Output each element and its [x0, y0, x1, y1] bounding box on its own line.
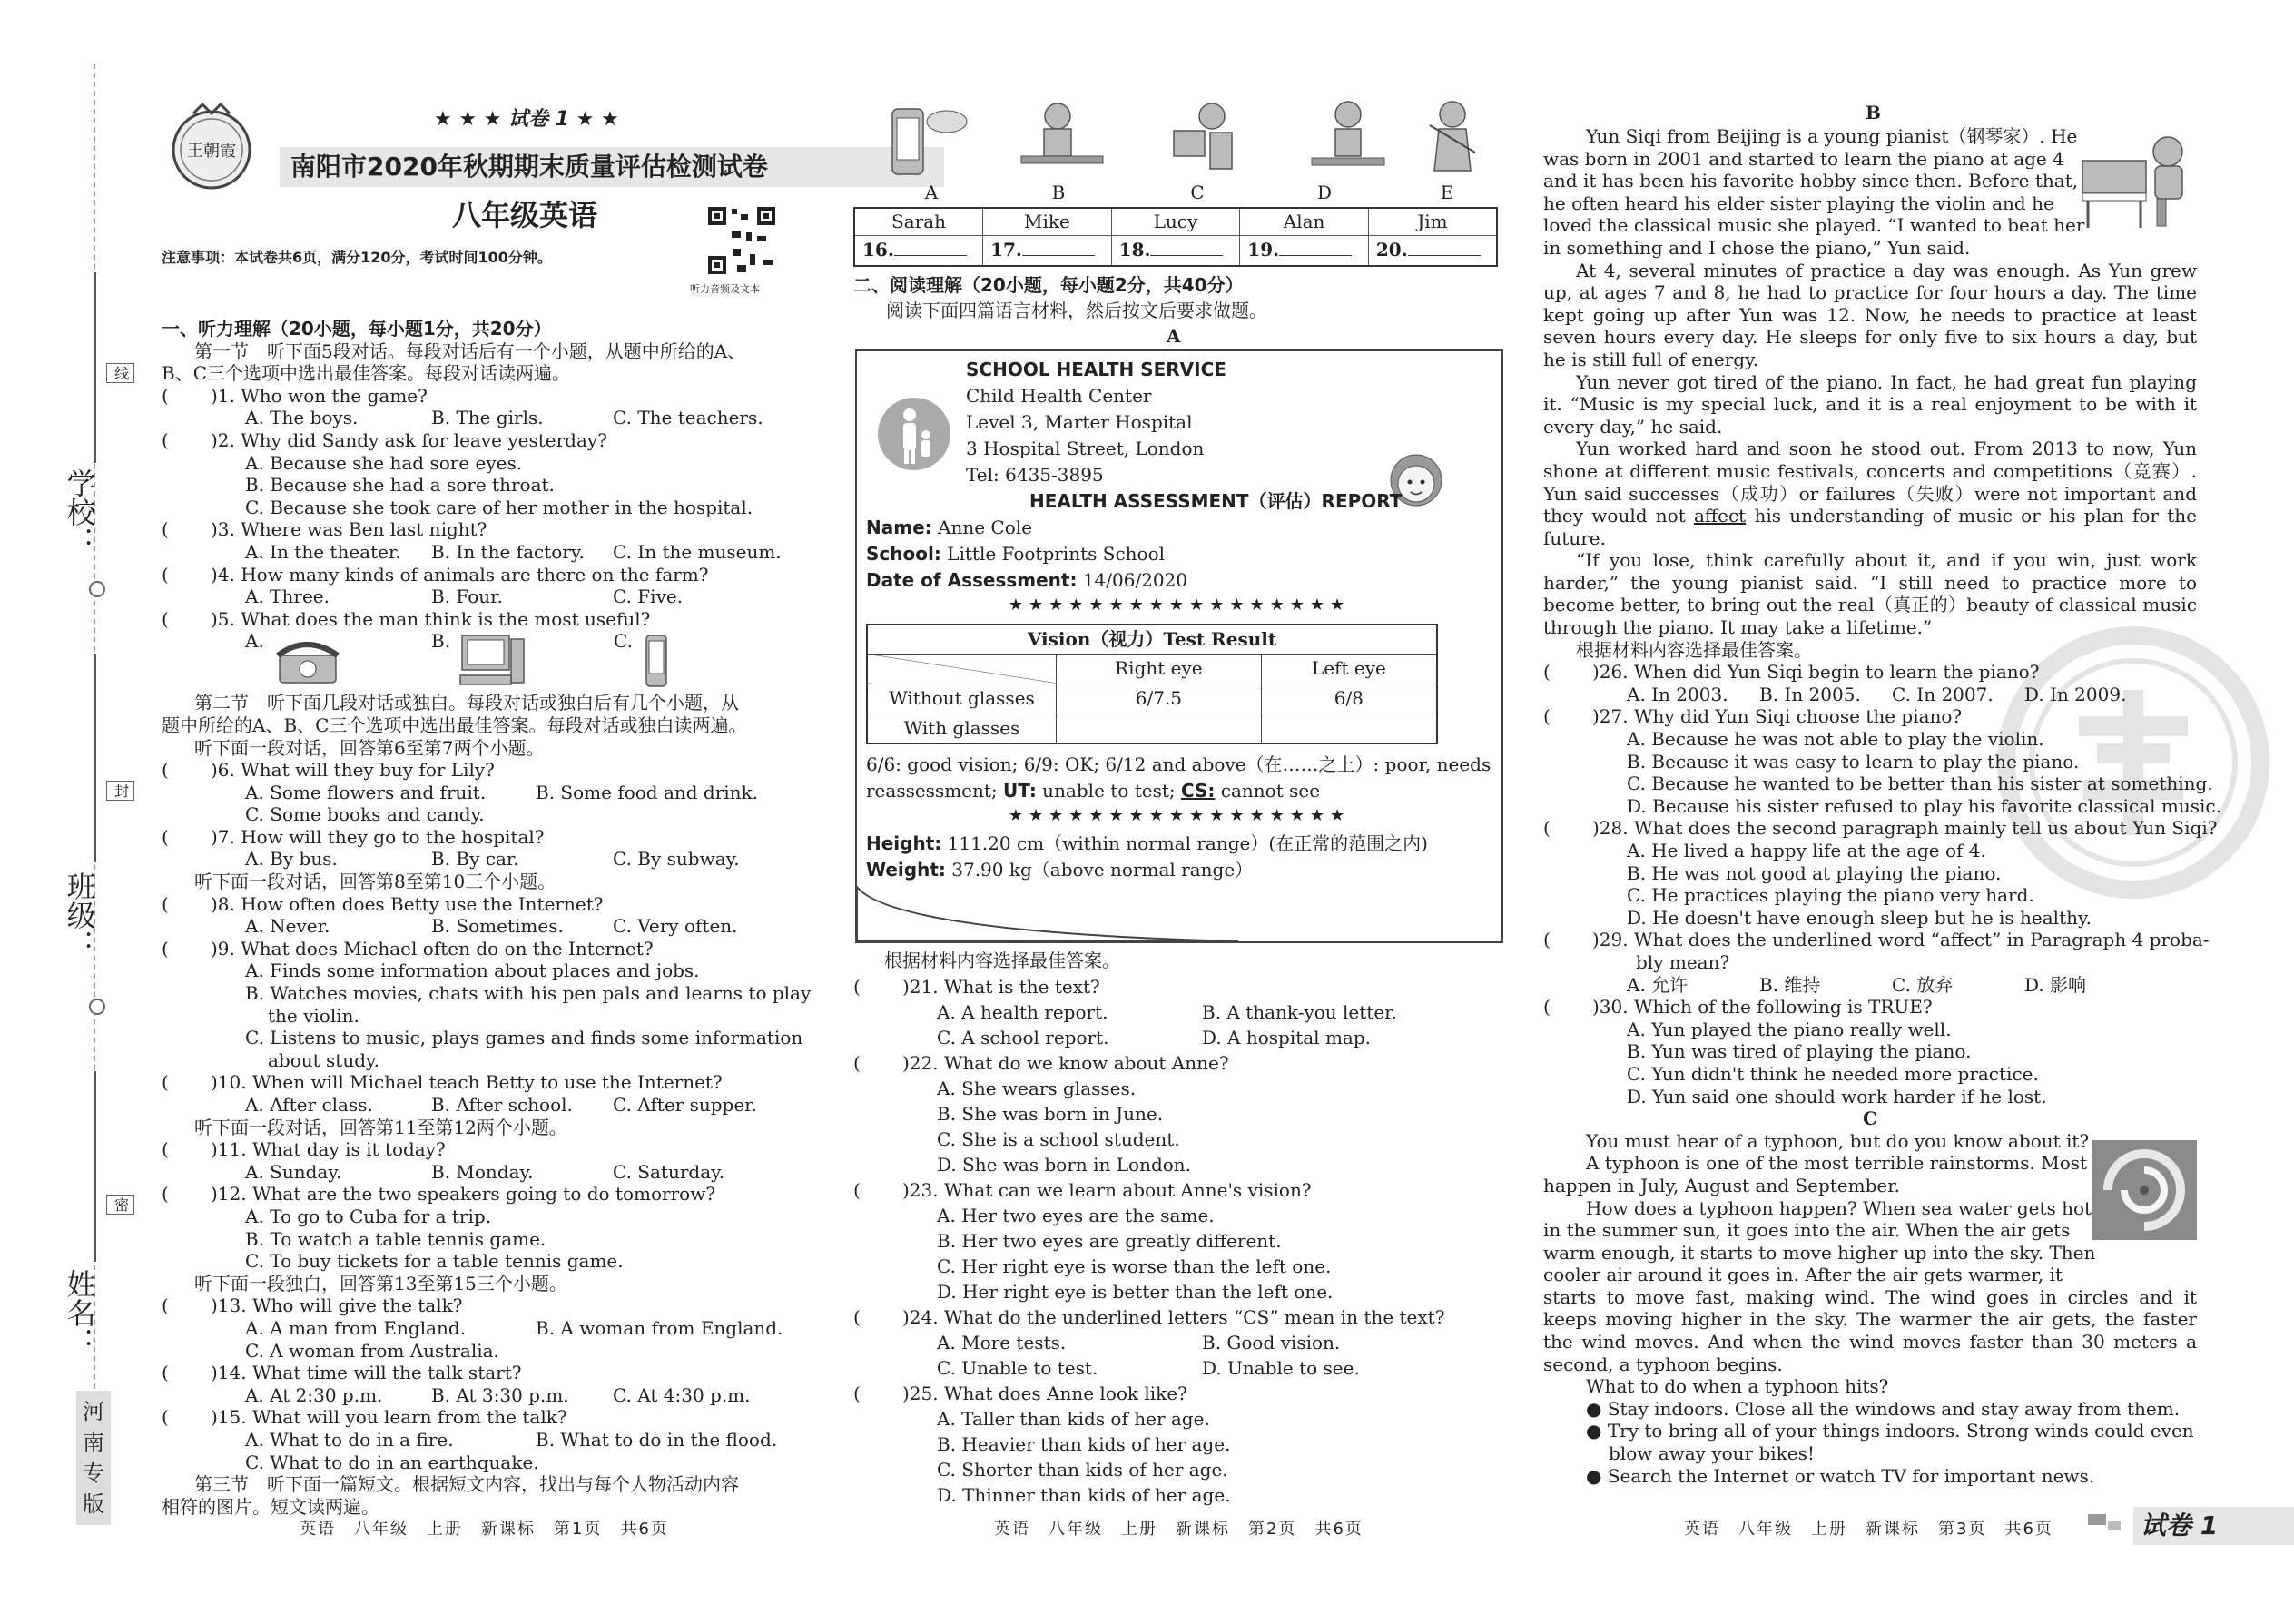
- options-8[interactable]: A. Never. B. Sometimes. C. Very often.: [245, 915, 738, 938]
- question-1: ( )1. Who won the game?: [162, 384, 428, 407]
- passage-c-line: happen in July, August and September.: [1543, 1174, 1900, 1196]
- vision-left-header: Left eye: [1261, 654, 1437, 684]
- question-13: ( )13. Who will give the talk?: [162, 1294, 463, 1317]
- question-14: ( )14. What time will the talk start?: [162, 1362, 522, 1384]
- match-blank[interactable]: 17.: [983, 235, 1112, 266]
- activity-pictures: [885, 98, 1475, 184]
- margin-mark-seal: 封: [106, 781, 134, 801]
- listen-6-7: 听下面一段对话，回答第6至第7两个小题。: [194, 736, 545, 759]
- part1-title: 一、听力理解（20小题，每小题1分，共20分）: [162, 318, 552, 340]
- star-divider: ★★★★★★★★★★★★★★★★★: [1008, 806, 1351, 825]
- vision-row-label: With glasses: [867, 714, 1057, 743]
- health-report: [855, 349, 1503, 943]
- question-29-cont: bly mean?: [1636, 950, 1730, 973]
- question-15: ( )15. What will you learn from the talk?: [162, 1406, 567, 1429]
- question-4: ( )4. How many kinds of animals are there on the farm?: [162, 563, 709, 586]
- passage-c-line: cooler air around it goes in. After the air gets warmer, it: [1543, 1264, 2063, 1286]
- reading-a-instruction: 根据材料内容选择最佳答案。: [884, 950, 1120, 971]
- question-23: ( )23. What can we learn about Anne's vision?: [853, 1179, 1312, 1201]
- listen-8-10: 听下面一段对话，回答第8至第10三个小题。: [194, 871, 556, 893]
- vision-right-value: [1057, 714, 1262, 743]
- question-24: ( )24. What do the underlined letters “CS” mean in the text?: [853, 1306, 1445, 1328]
- passage-c-rest: starts to move fast, making wind. The wind goes in circles and it keeps moving higher in the sky. The warmer the air gets, the faster the wind moves. And when the wind moves faster than 30 meters a second, a typhoon begins.: [1543, 1285, 2197, 1375]
- options-26[interactable]: A. In 2003. B. In 2005. C. In 2007. D. In 2009.: [1627, 683, 2127, 705]
- vision-left-value: [1261, 714, 1437, 743]
- match-name: Jim: [1368, 208, 1497, 235]
- vision-note-2: reassessment; UT: unable to test; CS: cannot see: [866, 780, 1321, 802]
- match-blank[interactable]: 20.: [1368, 235, 1497, 266]
- footer-decor: [2108, 1521, 2121, 1530]
- question-11: ( )11. What day is it today?: [162, 1138, 446, 1161]
- cellphone-icon: [639, 632, 675, 690]
- qr-code-icon: [706, 205, 777, 276]
- exam-title: 南阳市2020年秋期期末质量评估检测试卷: [280, 147, 944, 187]
- option-12a[interactable]: A. To go to Cuba for a trip.: [245, 1205, 492, 1227]
- question-12: ( )12. What are the two speakers going to do tomorrow?: [162, 1183, 716, 1206]
- report-addr2: Level 3, Marter Hospital: [966, 411, 1193, 433]
- passage-b-line: and it has been his favorite hobby since then. Before that,: [1543, 170, 2079, 192]
- question-29: ( )29. What does the underlined word “affect” in Paragraph 4 proba-: [1543, 929, 2210, 951]
- option-23a[interactable]: A. Her two eyes are the same.: [937, 1205, 1215, 1226]
- school-blank: [94, 272, 96, 463]
- report-tel: Tel: 6435-3895: [966, 464, 1104, 486]
- option-9b-cont: the violin.: [268, 1004, 359, 1027]
- part2-instruction: 阅读下面四篇语言材料，然后按文后要求做题。: [886, 300, 1267, 321]
- margin-mark-line: 线: [106, 363, 134, 383]
- passage-b-line: was born in 2001 and started to learn the piano at age 4: [1543, 147, 2064, 170]
- options-15[interactable]: A. What to do in a fire. B. What to do in the flood.: [245, 1428, 778, 1451]
- passage-c-line: You must hear of a typhoon, but do you know about it?: [1586, 1129, 2090, 1152]
- pic-d-writing-icon: [1312, 102, 1384, 165]
- question-6: ( )6. What will they buy for Lily?: [162, 759, 495, 782]
- svg-text:王朝霞: 王朝霞: [187, 142, 236, 161]
- report-addr3: 3 Hospital Street, London: [966, 438, 1205, 459]
- option-22a[interactable]: A. She wears glasses.: [937, 1078, 1137, 1099]
- report-weight: Weight: 37.90 kg（above normal range）: [866, 859, 1254, 881]
- option-25c[interactable]: C. Shorter than kids of her age.: [937, 1459, 1228, 1481]
- section1-instruction-2: B、C三个选项中选出最佳答案。每段对话读两遍。: [162, 362, 570, 385]
- vision-corner: [867, 654, 1057, 684]
- match-name: Mike: [983, 208, 1112, 235]
- option-22c[interactable]: C. She is a school student.: [937, 1128, 1180, 1150]
- report-title: HEALTH ASSESSMENT（评估）REPORT: [1029, 490, 1403, 512]
- passage-b: [1543, 125, 2221, 1487]
- option-9a[interactable]: A. Finds some information about places and jobs.: [245, 960, 700, 982]
- passage-b-line: loved the classical music she played. “I wanted to beat her: [1543, 214, 2085, 237]
- section1-instruction: 第一节 听下面5段对话。每段对话后有一个小题，从题中所给的A、: [194, 340, 746, 362]
- footer-page-2: 英语 八年级 上册 新课标 第2页 共6页: [994, 1520, 1364, 1539]
- telephone-icon: [271, 634, 343, 688]
- question-9: ( )9. What does Michael often do on the Internet?: [162, 937, 654, 960]
- option-30c[interactable]: C. Yun didn't think he needed more practice.: [1627, 1062, 2039, 1085]
- options-14[interactable]: A. At 2:30 p.m. B. At 3:30 p.m. C. At 4:30 p.m.: [245, 1383, 751, 1406]
- pic-a-phone-icon: [892, 109, 967, 174]
- option-28a[interactable]: A. He lived a happy life at the age of 4.: [1627, 840, 1986, 861]
- part2-title: 二、阅读理解（20小题，每小题2分，共40分）: [853, 274, 1244, 296]
- name-label: 姓名：: [62, 1269, 97, 1356]
- passage-b-p2: At 4, several minutes of practice a day was enough. As Yun grew up, at ages 7 and 8, he had to practice for four hours a day. The time kept going up after Yun was 12. Now, he needs to practice at least seven hours every day. He sleeps for only five to six hours a day, but he is still full of energy.: [1543, 259, 2197, 370]
- question-10: ( )10. When will Michael teach Betty to use the Internet?: [162, 1071, 723, 1094]
- reading-a-questions: [853, 974, 1502, 1508]
- options-10[interactable]: A. After class. B. After school. C. After supper.: [245, 1094, 757, 1116]
- options-13[interactable]: A. A man from England. B. A woman from England.: [245, 1316, 783, 1339]
- passage-c-line: in the summer sun, it goes into the air. When the air gets: [1543, 1219, 2071, 1242]
- passage-a-label: A: [1167, 325, 1181, 347]
- section3-instruction: 第三节 听下面一篇短文。根据短文内容，找出与每个人物活动内容: [194, 1473, 739, 1496]
- option-30a[interactable]: A. Yun played the piano really well.: [1627, 1018, 1952, 1040]
- option-2b[interactable]: B. Because she had a sore throat.: [245, 474, 555, 497]
- option-27d[interactable]: D. Because his sister refused to play his favorite classical music.: [1627, 794, 2221, 817]
- pic-label-b: B: [1051, 182, 1066, 203]
- match-blank[interactable]: 19.: [1240, 235, 1369, 266]
- matching-table: [853, 207, 1498, 267]
- passage-b-p5: “If you lose, think carefully about it, and if you win, just work harder,” the young pianist said. “I still need to practice more to become better, to bring out the real（真正的）beauty of classical music through the piano. It may take a lifetime.”: [1543, 549, 2197, 639]
- vision-note: 6/6: good vision; 6/9: OK; 6/12 and above（在……之上）: poor, needs: [866, 753, 1492, 775]
- footer-page-1: 英语 八年级 上册 新课标 第1页 共6页: [300, 1520, 669, 1539]
- vision-left-value: 6/8: [1261, 684, 1437, 714]
- binding-hole-icon: [89, 581, 105, 597]
- publisher-logo: [162, 100, 261, 191]
- passage-c-what: What to do when a typhoon hits?: [1586, 1375, 1889, 1398]
- option-27a[interactable]: A. Because he was not able to play the violin.: [1627, 728, 2044, 751]
- bullet-item-cont: blow away your bikes!: [1609, 1442, 1815, 1465]
- bullet-item: ● Stay indoors. Close all the windows and stay away from them.: [1586, 1397, 2181, 1420]
- option-9c-cont: about study.: [268, 1048, 380, 1071]
- listening-section: [162, 318, 815, 1518]
- options-4[interactable]: A. Three. B. Four. C. Five.: [245, 586, 684, 608]
- question-27: ( )27. Why did Yun Siqi choose the piano?: [1543, 705, 1963, 728]
- option-22b[interactable]: B. She was born in June.: [937, 1103, 1164, 1125]
- footer-page-3: 英语 八年级 上册 新课标 第3页 共6页: [1684, 1520, 2053, 1539]
- options-6[interactable]: A. Some flowers and fruit. B. Some food and drink.: [245, 781, 759, 803]
- pic-label-d: D: [1316, 182, 1333, 203]
- section2-instruction-2: 题中所给的A、B、C三个选项中选出最佳答案。每段对话或独白读两遍。: [162, 714, 747, 736]
- match-blank[interactable]: 18.: [1111, 235, 1240, 266]
- vision-row-label: Without glasses: [867, 684, 1057, 714]
- option-9b[interactable]: B. Watches movies, chats with his pen pals and learns to play: [245, 982, 812, 1005]
- option-25d[interactable]: D. Thinner than kids of her age.: [937, 1484, 1231, 1506]
- paper-number: ★ ★ ★ 试卷 1 ★ ★: [434, 108, 619, 131]
- option-9c[interactable]: C. Listens to music, plays games and finds some information: [245, 1027, 803, 1049]
- option-30b[interactable]: B. Yun was tired of playing the piano.: [1627, 1040, 1972, 1063]
- subject-title: 八年级英语: [452, 198, 598, 232]
- option-12b[interactable]: B. To watch a table tennis game.: [245, 1227, 546, 1250]
- options-1[interactable]: A. The boys. B. The girls. C. The teachers.: [245, 407, 763, 429]
- listen-11-12: 听下面一段对话，回答第11至第12两个小题。: [194, 1116, 567, 1138]
- binding-hole-icon: [89, 999, 105, 1015]
- passage-b-label: B: [1866, 102, 1881, 123]
- edition-badge: 河南专版: [76, 1391, 111, 1525]
- option-2c[interactable]: C. Because she took care of her mother in the hospital.: [245, 496, 753, 518]
- footer-decor: [2088, 1514, 2106, 1525]
- option-23c[interactable]: C. Her right eye is worse than the left one.: [937, 1255, 1332, 1277]
- options-3[interactable]: A. In the theater. B. In the factory. C. In the museum.: [245, 540, 782, 563]
- pic-label-c: C: [1190, 182, 1205, 203]
- pic-c-computer-icon: [1174, 103, 1232, 169]
- option-2a[interactable]: A. Because she had sore eyes.: [245, 451, 523, 474]
- passage-b-line: Yun Siqi from Beijing is a young pianist（钢琴家）. He: [1586, 125, 2078, 147]
- question-21: ( )21. What is the text?: [853, 976, 1100, 998]
- notice: 注意事项：本试卷共6页，满分120分，考试时间100分钟。: [162, 249, 552, 266]
- option-23d[interactable]: D. Her right eye is better than the left one.: [937, 1281, 1334, 1303]
- section3-instruction-2: 相符的图片。短文读两遍。: [162, 1495, 379, 1518]
- match-name: Lucy: [1111, 208, 1240, 235]
- computer-icon: [457, 632, 529, 690]
- option-13c[interactable]: C. A woman from Australia.: [245, 1339, 499, 1362]
- report-height: Height: 111.20 cm（within normal range）(在正常的范围之内): [866, 832, 1428, 854]
- option-22d[interactable]: D. She was born in London.: [937, 1154, 1192, 1176]
- option-6c[interactable]: C. Some books and candy.: [245, 803, 485, 826]
- match-blank[interactable]: 16.: [854, 235, 983, 266]
- passage-c-line: warm enough, it starts to move higher up into the sky. Then: [1543, 1241, 2096, 1264]
- report-org: SCHOOL HEALTH SERVICE: [966, 359, 1226, 380]
- margin-mark-secret: 密: [106, 1195, 134, 1215]
- question-3: ( )3. Where was Ben last night?: [162, 518, 487, 541]
- question-5: ( )5. What does the man think is the most useful?: [162, 607, 651, 630]
- school-label: 学校：: [62, 468, 97, 556]
- question-28: ( )28. What does the second paragraph mainly tell us about Yun Siqi?: [1543, 817, 2218, 840]
- option-12c[interactable]: C. To buy tickets for a table tennis game.: [245, 1250, 624, 1273]
- name-blank: [94, 1071, 96, 1262]
- pic-e-violin-icon: [1430, 102, 1475, 171]
- passage-b-p3: Yun never got tired of the piano. In fact, he had great fun playing it. “Music is my special luck, and it is a real enjoyment to be with it every day,” he said.: [1543, 370, 2197, 438]
- option-28d[interactable]: D. He doesn't have enough sleep but he is healthy.: [1627, 906, 2092, 929]
- vision-right-header: Right eye: [1057, 654, 1262, 684]
- vision-title: Vision（视力）Test Result: [867, 625, 1437, 654]
- passage-c-label: C: [1863, 1107, 1877, 1130]
- options-11[interactable]: A. Sunday. B. Monday. C. Saturday.: [245, 1160, 725, 1183]
- report-date: Date of Assessment: 14/06/2020: [866, 569, 1188, 591]
- section2-instruction: 第二节 听下面几段对话或独白。每段对话或独白后有几个小题，从: [194, 692, 739, 714]
- match-name: Alan: [1240, 208, 1369, 235]
- listen-13-15: 听下面一段独白，回答第13至第15三个小题。: [194, 1272, 567, 1294]
- report-addr1: Child Health Center: [966, 385, 1152, 407]
- question-7: ( )7. How will they go to the hospital?: [162, 825, 545, 848]
- question-22: ( )22. What do we know about Anne?: [853, 1052, 1229, 1074]
- options-21[interactable]: A. A health report. B. A thank-you letter.: [937, 1001, 1397, 1023]
- option-27b[interactable]: B. Because it was easy to learn to play the piano.: [1627, 750, 2080, 773]
- passage-b-line: in something and I chose the piano,” Yun said.: [1543, 236, 1971, 259]
- passage-b-p4: Yun worked hard and soon he stood out. From 2013 to now, Yun shone at different music festivals, concerts and competitions（竞赛）. Yun said successes（成功）or failures（失败）were not important and they would not affect his understanding of music or his plan for the future.: [1543, 438, 2197, 549]
- typhoon-satellite-icon: [2092, 1140, 2197, 1240]
- options-29[interactable]: A. 允许 B. 维持 C. 放弃 D. 影响: [1627, 973, 2087, 996]
- options-21b[interactable]: C. A school report. D. A hospital map.: [937, 1027, 1371, 1048]
- class-label: 班级：: [62, 871, 97, 959]
- question-8: ( )8. How often does Betty use the Internet?: [162, 892, 604, 915]
- family-icon: [877, 397, 951, 471]
- options-24b[interactable]: C. Unable to test. D. Unable to see.: [937, 1357, 1360, 1379]
- option-25b[interactable]: B. Heavier than kids of her age.: [937, 1433, 1231, 1455]
- paper-tag: 试卷 1: [2133, 1507, 2294, 1545]
- report-school: School: Little Footprints School: [866, 543, 1166, 565]
- question-26: ( )26. When did Yun Siqi begin to learn the piano?: [1543, 661, 2040, 684]
- passage-c-line: A typhoon is one of the most terrible rainstorms. Most: [1586, 1152, 2088, 1175]
- option-30d[interactable]: D. Yun said one should work harder if he lost.: [1627, 1085, 2047, 1107]
- option-28c[interactable]: C. He practices playing the piano very hard.: [1627, 884, 2034, 907]
- option-27c[interactable]: C. Because he wanted to be better than his sister at something.: [1627, 773, 2213, 795]
- options-5[interactable]: A. B. C.: [162, 630, 815, 692]
- pic-b-studying-icon: [1021, 103, 1103, 163]
- options-7[interactable]: A. By bus. B. By car. C. By subway.: [245, 848, 740, 871]
- vision-table: [866, 624, 1438, 744]
- page-curl-decoration: [857, 878, 1238, 941]
- star-divider: ★★★★★★★★★★★★★★★★★: [1008, 595, 1351, 615]
- report-name: Name: Anne Cole: [866, 517, 1032, 538]
- class-blank: [94, 654, 96, 862]
- option-28b[interactable]: B. He was not good at playing the piano.: [1627, 861, 2002, 884]
- option-15c[interactable]: C. What to do in an earthquake.: [245, 1451, 539, 1473]
- option-25a[interactable]: A. Taller than kids of her age.: [937, 1408, 1210, 1430]
- vision-right-value: 6/7.5: [1057, 684, 1262, 714]
- question-25: ( )25. What does Anne look like?: [853, 1383, 1187, 1404]
- passage-b-line: he often heard his elder sister playing the violin and he: [1543, 192, 2054, 214]
- question-2: ( )2. Why did Sandy ask for leave yesterday?: [162, 428, 607, 451]
- option-23b[interactable]: B. Her two eyes are greatly different.: [937, 1230, 1282, 1252]
- passage-c-line: How does a typhoon happen? When sea water gets hot: [1586, 1196, 2092, 1219]
- pic-label-a: A: [924, 182, 939, 203]
- qr-caption: 听力音频及文本: [690, 283, 760, 295]
- question-30: ( )30. Which of the following is TRUE?: [1543, 996, 1933, 1019]
- options-24[interactable]: A. More tests. B. Good vision.: [937, 1332, 1341, 1353]
- bullet-item: ● Try to bring all of your things indoors. Strong winds could even: [1586, 1420, 2194, 1442]
- match-name: Sarah: [854, 208, 983, 235]
- bullet-item: ● Search the Internet or watch TV for important news.: [1586, 1464, 2095, 1487]
- reading-b-instruction: 根据材料内容选择最佳答案。: [1576, 638, 1812, 661]
- pic-label-e: E: [1440, 182, 1454, 203]
